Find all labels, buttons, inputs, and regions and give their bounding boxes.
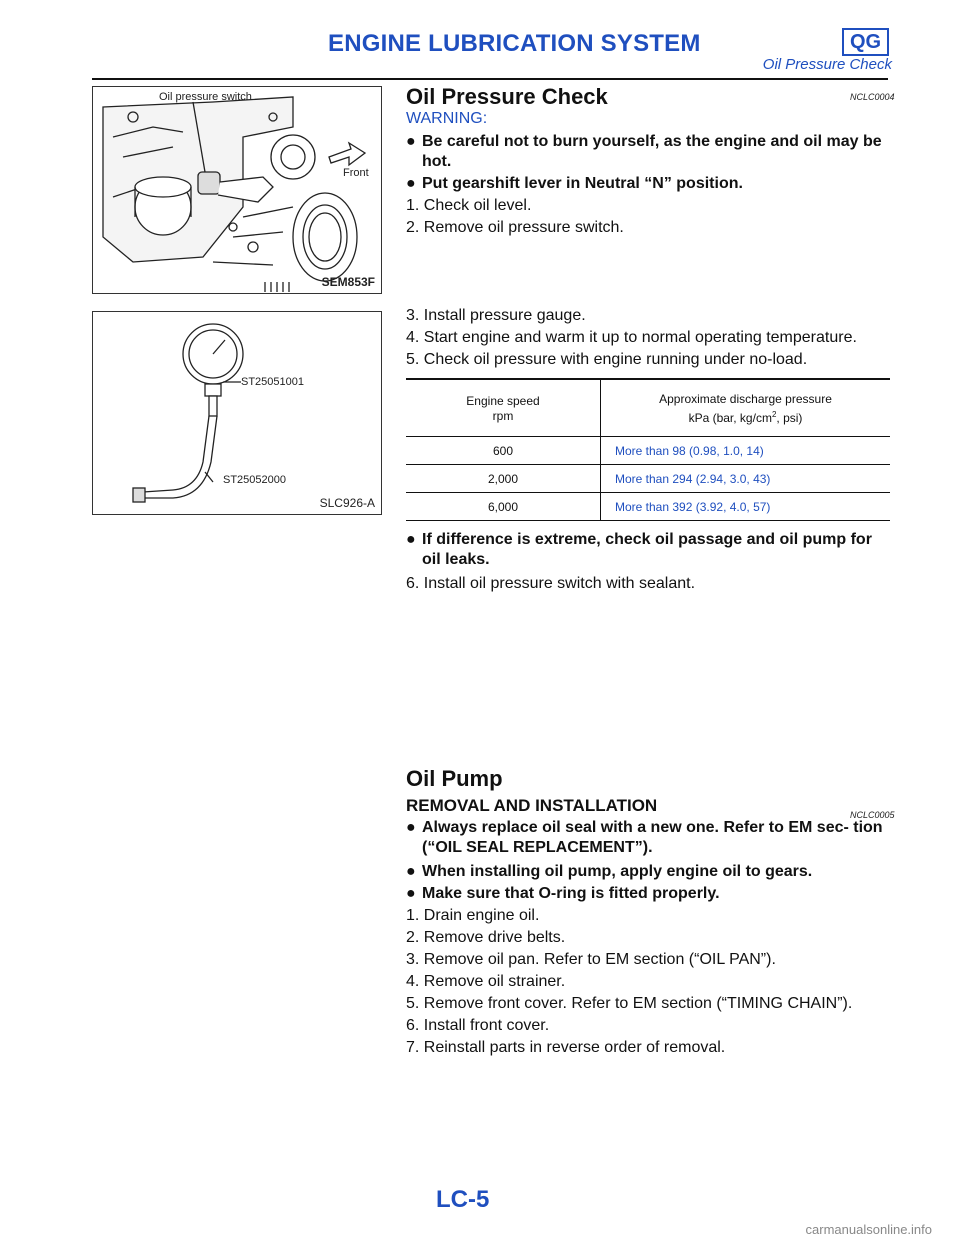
bullet-icon: ●	[406, 175, 416, 192]
cell-rpm: 2,000	[406, 465, 601, 493]
figure-pressure-gauge	[92, 311, 382, 515]
figure-oil-pressure-switch	[92, 86, 382, 294]
step-item: 4. Remove oil strainer.	[406, 973, 566, 990]
watermark: carmanualsonline.info	[805, 1222, 932, 1237]
cell-pressure: More than 392 (3.92, 4.0, 57)	[601, 493, 891, 521]
table-row	[406, 437, 890, 465]
page-number: LC-5	[436, 1186, 490, 1213]
bullet-icon: ●	[406, 819, 416, 836]
note-bullet: ● If difference is extreme, check oil passage and oil pump for oil leaks.	[406, 531, 872, 568]
table-header-row	[406, 379, 890, 437]
section-code: NCLC0004	[850, 92, 895, 102]
step-item: 5. Check oil pressure with engine running under no-load.	[406, 351, 808, 368]
step-item: 5. Remove front cover. Refer to EM section (“TIMING CHAIN”).	[406, 995, 853, 1012]
table-row	[406, 493, 890, 521]
step-item: 6. Install oil pressure switch with sealant.	[406, 575, 696, 592]
step-item: 1. Drain engine oil.	[406, 907, 540, 924]
section-code: NCLC0005	[850, 810, 895, 820]
label-st25051001: ST25051001	[241, 376, 304, 388]
caution-bullet: ● Make sure that O-ring is fitted properly.	[406, 885, 720, 902]
step-item: 3. Install pressure gauge.	[406, 307, 586, 324]
warning-bullet: ● Be careful not to burn yourself, as the engine and oil may be hot.	[406, 133, 882, 170]
oil-pressure-spec-table	[406, 378, 890, 521]
warning-label: WARNING:	[406, 110, 488, 127]
warning-bullet: ● Put gearshift lever in Neutral “N” position.	[406, 175, 743, 192]
step-item: 1. Check oil level.	[406, 197, 532, 214]
cell-rpm: 6,000	[406, 493, 601, 521]
bullet-icon: ●	[406, 133, 416, 150]
engine-illustration	[93, 87, 381, 293]
section-title-oil-pump: Oil Pump	[406, 766, 503, 791]
page-header-subtitle: Oil Pressure Check	[762, 56, 892, 73]
caution-bullet: ● Always replace oil seal with a new one. Refer to EM sec- tion (“OIL SEAL REPLACEMENT”).	[406, 819, 883, 856]
table-row	[406, 465, 890, 493]
section-title-oil-pressure-check: Oil Pressure Check	[406, 84, 608, 109]
page-header-title: ENGINE LUBRICATION SYSTEM	[328, 30, 701, 57]
bullet-icon: ●	[406, 863, 416, 880]
caution-bullet: ● When installing oil pump, apply engine oil to gears.	[406, 863, 813, 880]
step-item: 6. Install front cover.	[406, 1017, 550, 1034]
subsection-title-removal-installation: REMOVAL AND INSTALLATION	[406, 796, 658, 815]
bullet-icon: ●	[406, 531, 416, 548]
label-oil-pressure-switch: Oil pressure switch	[159, 91, 252, 103]
cell-pressure: More than 98 (0.98, 1.0, 14)	[601, 437, 891, 465]
figure-caption: SLC926-A	[319, 496, 375, 510]
step-item: 4. Start engine and warm it up to normal operating temperature.	[406, 329, 857, 346]
step-item: 2. Remove drive belts.	[406, 929, 566, 946]
cell-rpm: 600	[406, 437, 601, 465]
step-item: 3. Remove oil pan. Refer to EM section (“OIL PAN”).	[406, 951, 776, 968]
step-item: 2. Remove oil pressure switch.	[406, 219, 624, 236]
label-st25052000: ST25052000	[223, 474, 286, 486]
cell-pressure: More than 294 (2.94, 3.0, 43)	[601, 465, 891, 493]
header-divider	[92, 78, 888, 80]
bullet-icon: ●	[406, 885, 416, 902]
figure-caption: SEM853F	[321, 275, 375, 289]
column-header-discharge-pressure: Approximate discharge pressure kPa (bar, $kg/cm^2$, psi)	[601, 379, 891, 437]
engine-code-badge: QG	[842, 28, 889, 56]
column-header-engine-speed: Engine speed rpm	[406, 379, 601, 437]
step-item: 7. Reinstall parts in reverse order of removal.	[406, 1039, 726, 1056]
label-front: Front	[343, 167, 369, 179]
